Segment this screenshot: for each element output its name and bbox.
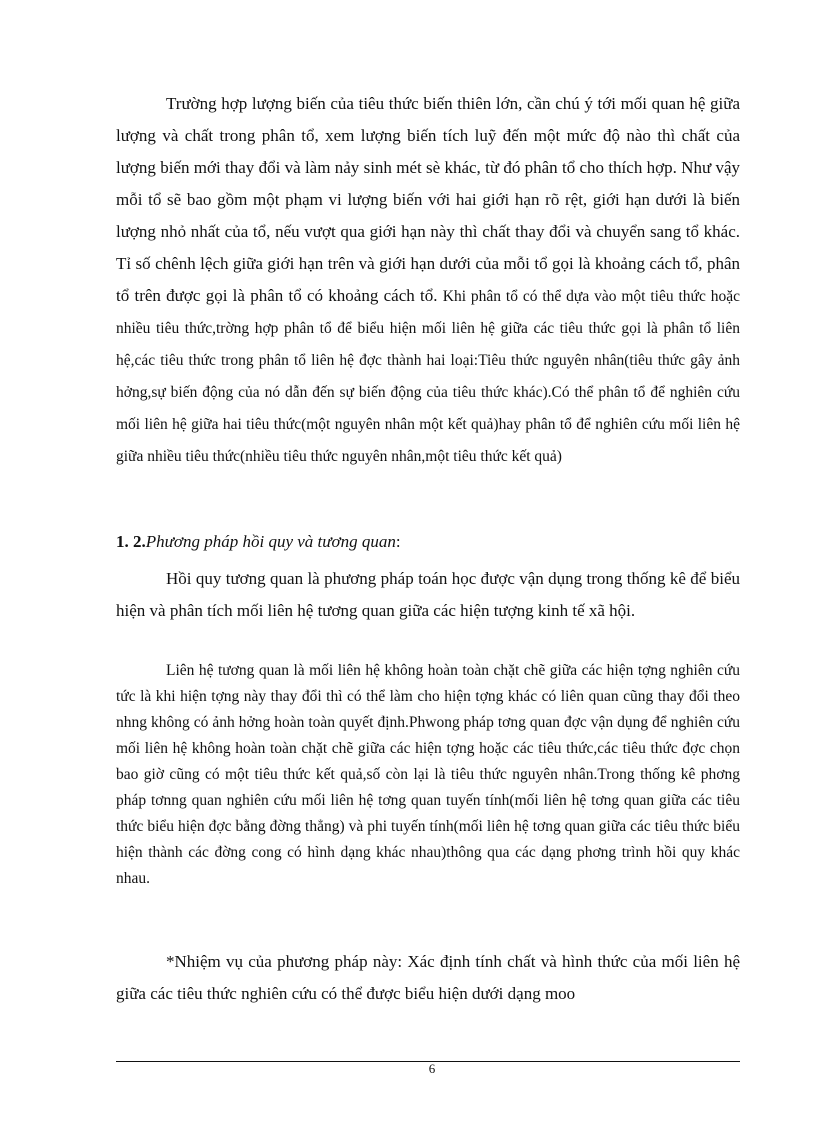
section-title: Phương pháp hồi quy và tương quan	[145, 532, 396, 551]
section-title-suffix: :	[395, 532, 401, 551]
paragraph-grouping-intro-text: Trường hợp lượng biến của tiêu thức biến thiên lớn, cần chú ý tới mối quan hệ giữa lượng và chất trong phân tổ, xem lượng biến tích luỹ đến một mức độ nào thì chất của lượng biến mới thay đổi và làm nảy sinh mét sè khác, từ đó phân tổ cho thích hợp. Như vậy mỗi tổ sẽ bao gồm một phạm vi lượng biến với hai giới hạn rõ rệt, giới hạn dưới là biến lượng nhỏ nhất của tổ, nếu vượt qua giới hạn này thì chất thay đổi và chuyển sang tổ khác. Tỉ số chênh lệch giữa giới hạn trên và giới hạn dưới của mỗi tổ gọi là khoảng cách tổ, phân tổ trên được gọi là phân tổ có khoảng cách tổ.	[116, 94, 740, 305]
page-number: 6	[428, 1061, 436, 1076]
paragraph-grouping-tail: Khi phân tổ có thể dựa vào một tiêu thức hoặc nhiều tiêu thức,trờng hợp phân tổ để biểu hiện mối liên hệ giữa các tiêu thức gọi là phân tổ liên hệ,các tiêu thức trong phân tổ liên hệ đợc thành hai loại:Tiêu thức nguyên nhân(tiêu thức gây ảnh hởng,sự biến động của nó dẫn đến sự biến động của tiêu thức khác).Có thể phân tổ để nghiên cứu mối liên hệ giữa hai tiêu thức(một nguyên nhân một kết quả)hay phân tổ để nghiên cứu mối liên hệ giữa nhiều tiêu thức(nhiều tiêu thức nguyên nhân,một tiêu thức kết quả)	[116, 288, 740, 465]
section-number: 1. 2.	[116, 532, 146, 551]
section-heading-regression-correlation	[116, 528, 401, 556]
paragraph-correlation-definition: Liên hệ tương quan là mối liên hệ không hoàn toàn chặt chẽ giữa các hiện tợng nghiên cứu tức là khi hiện tợng này thay đổi thì có thể làm cho hiện tợng khác có liên quan cũng thay đổi theo nhng không có ảnh hởng hoàn toàn quyết định.Phwong pháp tơng quan đợc vận dụng để nghiên cứu mối liên hệ không hoàn toàn chặt chẽ giữa các hiện tợng hoặc các tiêu thức,các tiêu thức đợc chọn bao giờ cũng có một tiêu thức kết quả,số còn lại là tiêu thức nguyên nhân.Trong thống kê phơng pháp tơnng quan nghiên cứu mối liên hệ tơng quan tuyến tính(mối liên hệ tơng quan giữa các tiêu thức biểu hiện đợc bằng đờng thẳng) và phi tuyến tính(mối liên hệ tơng quan giữa các tiêu thức biểu hiện thành các đờng cong có hình dạng khác nhau)thông qua các dạng phơng trình hồi quy khác nhau.	[116, 662, 740, 887]
paragraph-grouping-intro	[116, 88, 740, 472]
paragraph-method-task: *Nhiệm vụ của phương pháp này: Xác định tính chất và hình thức của mối liên hệ giữa các tiêu thức nghiên cứu có thể được biểu hiện dưới dạng moo	[116, 952, 740, 1003]
paragraph-regression-definition: Hồi quy tương quan là phương pháp toán học được vận dụng trong thống kê để biểu hiện và phân tích mối liên hệ tương quan giữa các hiện tượng kinh tế xã hội.	[116, 569, 740, 620]
